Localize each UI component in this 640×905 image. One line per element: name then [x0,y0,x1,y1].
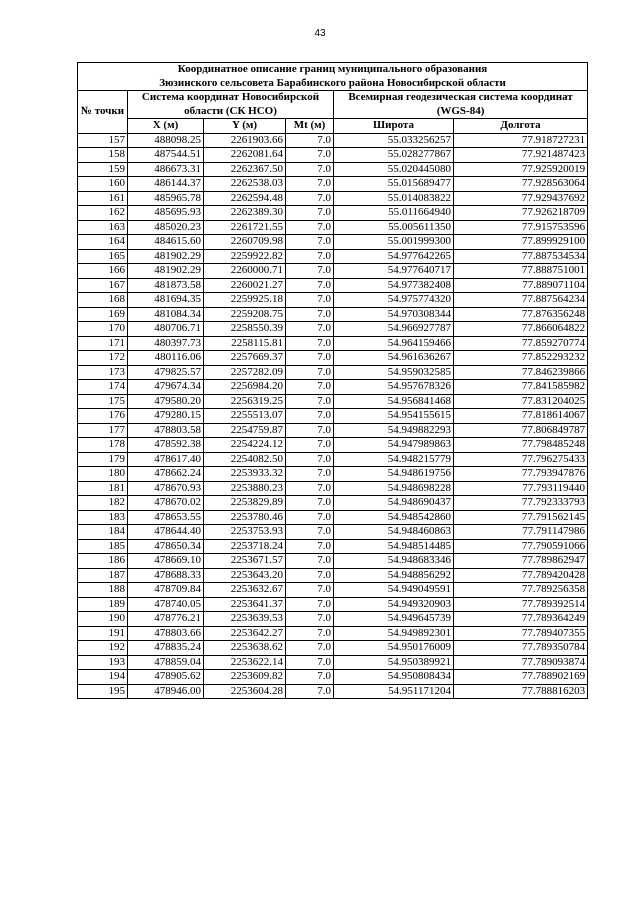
mt-cell: 7.0 [286,206,334,221]
header-longitude: Долгота [454,119,588,134]
mt-cell: 7.0 [286,264,334,279]
table-row [78,293,588,308]
table-row [78,568,588,583]
table-row [78,583,588,598]
longitude-cell: 77.921487423 [454,148,588,163]
point-number-cell: 172 [78,351,128,366]
x-cell: 484615.60 [128,235,204,250]
table-row [78,235,588,250]
mt-cell: 7.0 [286,525,334,540]
longitude-cell: 77.806849787 [454,423,588,438]
point-number-cell: 183 [78,510,128,525]
x-cell: 478688.33 [128,568,204,583]
latitude-cell: 55.001999300 [334,235,454,250]
table-row [78,336,588,351]
longitude-cell: 77.789350784 [454,641,588,656]
latitude-cell: 54.949645739 [334,612,454,627]
longitude-cell: 77.789256358 [454,583,588,598]
table-row [78,612,588,627]
x-cell: 481902.29 [128,249,204,264]
x-cell: 478905.62 [128,670,204,685]
mt-cell: 7.0 [286,293,334,308]
mt-cell: 7.0 [286,423,334,438]
latitude-cell: 54.977382408 [334,278,454,293]
x-cell: 478803.66 [128,626,204,641]
y-cell: 2253643.20 [204,568,286,583]
table-row [78,597,588,612]
longitude-cell: 77.876356248 [454,307,588,322]
table-row [78,365,588,380]
mt-cell: 7.0 [286,148,334,163]
point-number-cell: 192 [78,641,128,656]
mt-cell: 7.0 [286,684,334,699]
longitude-cell: 77.831204025 [454,394,588,409]
mt-cell: 7.0 [286,438,334,453]
table-row [78,278,588,293]
y-cell: 2258550.39 [204,322,286,337]
x-cell: 480706.71 [128,322,204,337]
mt-cell: 7.0 [286,191,334,206]
latitude-cell: 54.950389921 [334,655,454,670]
longitude-cell: 77.899929100 [454,235,588,250]
table-row [78,264,588,279]
y-cell: 2259208.75 [204,307,286,322]
point-number-cell: 163 [78,220,128,235]
point-number-cell: 180 [78,467,128,482]
longitude-cell: 77.859270774 [454,336,588,351]
title-line-1: Координатное описание границ муниципального образования [177,63,488,75]
point-number-cell: 189 [78,597,128,612]
table-row [78,539,588,554]
y-cell: 2254224.12 [204,438,286,453]
y-cell: 2253718.24 [204,539,286,554]
point-number-cell: 194 [78,670,128,685]
table-row [78,249,588,264]
point-number-cell: 178 [78,438,128,453]
point-number-cell: 157 [78,133,128,148]
x-cell: 479280.15 [128,409,204,424]
header-y: Y (м) [204,119,286,134]
point-number-cell: 188 [78,583,128,598]
longitude-cell: 77.789407355 [454,626,588,641]
longitude-cell: 77.788816203 [454,684,588,699]
mt-cell: 7.0 [286,670,334,685]
table-row [78,409,588,424]
longitude-cell: 77.792333793 [454,496,588,511]
table-row [78,626,588,641]
point-number-cell: 185 [78,539,128,554]
y-cell: 2256984.20 [204,380,286,395]
x-cell: 478617.40 [128,452,204,467]
mt-cell: 7.0 [286,322,334,337]
mt-cell: 7.0 [286,351,334,366]
mt-cell: 7.0 [286,409,334,424]
mt-cell: 7.0 [286,568,334,583]
longitude-cell: 77.789093874 [454,655,588,670]
x-cell: 481694.35 [128,293,204,308]
y-cell: 2262389.30 [204,206,286,221]
y-cell: 2260709.98 [204,235,286,250]
point-number-cell: 176 [78,409,128,424]
y-cell: 2253641.37 [204,597,286,612]
y-cell: 2254082.50 [204,452,286,467]
longitude-cell: 77.818614067 [454,409,588,424]
longitude-cell: 77.789392514 [454,597,588,612]
table-row [78,684,588,699]
x-cell: 478644.40 [128,525,204,540]
longitude-cell: 77.798485248 [454,438,588,453]
x-cell: 478709.84 [128,583,204,598]
latitude-cell: 54.948690437 [334,496,454,511]
mt-cell: 7.0 [286,220,334,235]
latitude-cell: 54.947989863 [334,438,454,453]
x-cell: 478592.38 [128,438,204,453]
point-number-cell: 168 [78,293,128,308]
latitude-cell: 55.033256257 [334,133,454,148]
x-cell: 478670.02 [128,496,204,511]
x-cell: 488098.25 [128,133,204,148]
table-row [78,394,588,409]
title-line-2: Зюзинского сельсовета Барабинского района Новосибирской области [159,76,506,89]
latitude-cell: 54.949049591 [334,583,454,598]
table-row [78,452,588,467]
point-number-cell: 164 [78,235,128,250]
header-x: X (м) [128,119,204,134]
x-cell: 478946.00 [128,684,204,699]
mt-cell: 7.0 [286,626,334,641]
longitude-cell: 77.918727231 [454,133,588,148]
table-row [78,510,588,525]
y-cell: 2261721.55 [204,220,286,235]
latitude-cell: 54.948619756 [334,467,454,482]
header-point-number: № точки [78,91,128,134]
longitude-cell: 77.793119440 [454,481,588,496]
y-cell: 2260021.27 [204,278,286,293]
point-number-cell: 174 [78,380,128,395]
x-cell: 478653.55 [128,510,204,525]
longitude-cell: 77.929437692 [454,191,588,206]
table-row [78,148,588,163]
table-row [78,496,588,511]
x-cell: 478669.10 [128,554,204,569]
point-number-cell: 160 [78,177,128,192]
point-number-cell: 169 [78,307,128,322]
table-row [78,554,588,569]
longitude-cell: 77.790591066 [454,539,588,554]
mt-cell: 7.0 [286,539,334,554]
mt-cell: 7.0 [286,162,334,177]
y-cell: 2256319.25 [204,394,286,409]
point-number-cell: 182 [78,496,128,511]
mt-cell: 7.0 [286,554,334,569]
latitude-cell: 54.975774320 [334,293,454,308]
longitude-cell: 77.793947876 [454,467,588,482]
point-number-cell: 184 [78,525,128,540]
latitude-cell: 55.005611350 [334,220,454,235]
latitude-cell: 54.949882293 [334,423,454,438]
table-row [78,655,588,670]
mt-cell: 7.0 [286,452,334,467]
longitude-cell: 77.926218709 [454,206,588,221]
longitude-cell: 77.915753596 [454,220,588,235]
mt-cell: 7.0 [286,249,334,264]
table-row [78,380,588,395]
x-cell: 479580.20 [128,394,204,409]
y-cell: 2253622.14 [204,655,286,670]
y-cell: 2262367.50 [204,162,286,177]
point-number-cell: 175 [78,394,128,409]
point-number-cell: 181 [78,481,128,496]
x-cell: 479674.34 [128,380,204,395]
latitude-cell: 54.954155615 [334,409,454,424]
mt-cell: 7.0 [286,336,334,351]
mt-cell: 7.0 [286,307,334,322]
x-cell: 478776.21 [128,612,204,627]
latitude-cell: 54.948542860 [334,510,454,525]
latitude-cell: 55.014083822 [334,191,454,206]
latitude-cell: 55.028277867 [334,148,454,163]
table-row [78,438,588,453]
longitude-cell: 77.925920019 [454,162,588,177]
mt-cell: 7.0 [286,467,334,482]
point-number-cell: 167 [78,278,128,293]
mt-cell: 7.0 [286,380,334,395]
point-number-cell: 187 [78,568,128,583]
latitude-cell: 54.959032585 [334,365,454,380]
mt-cell: 7.0 [286,133,334,148]
mt-cell: 7.0 [286,597,334,612]
x-cell: 481873.58 [128,278,204,293]
point-number-cell: 190 [78,612,128,627]
x-cell: 479825.57 [128,365,204,380]
longitude-cell: 77.789862947 [454,554,588,569]
latitude-cell: 54.949320903 [334,597,454,612]
latitude-cell: 54.964159466 [334,336,454,351]
mt-cell: 7.0 [286,612,334,627]
latitude-cell: 54.948215779 [334,452,454,467]
longitude-cell: 77.789420428 [454,568,588,583]
table-row [78,423,588,438]
y-cell: 2253642.27 [204,626,286,641]
x-cell: 478859.04 [128,655,204,670]
table-row [78,525,588,540]
longitude-cell: 77.796275433 [454,452,588,467]
mt-cell: 7.0 [286,496,334,511]
x-cell: 478662.24 [128,467,204,482]
page-number: 43 [314,28,326,39]
y-cell: 2253780.46 [204,510,286,525]
header-local-system: Система координат Новосибирской области (СК НСО) [128,91,334,119]
y-cell: 2255513.07 [204,409,286,424]
header-wgs84-system: Всемирная геодезическая система координат (WGS-84) [334,91,588,119]
y-cell: 2260000.71 [204,264,286,279]
x-cell: 485965.78 [128,191,204,206]
mt-cell: 7.0 [286,583,334,598]
longitude-cell: 77.852293232 [454,351,588,366]
latitude-cell: 54.948698228 [334,481,454,496]
latitude-cell: 54.977642265 [334,249,454,264]
y-cell: 2253671.57 [204,554,286,569]
y-cell: 2253609.82 [204,670,286,685]
longitude-cell: 77.888751001 [454,264,588,279]
point-number-cell: 173 [78,365,128,380]
x-cell: 480116.06 [128,351,204,366]
x-cell: 486673.31 [128,162,204,177]
point-number-cell: 165 [78,249,128,264]
point-number-cell: 177 [78,423,128,438]
coordinate-table [77,62,588,699]
latitude-cell: 55.020445080 [334,162,454,177]
longitude-cell: 77.887534534 [454,249,588,264]
mt-cell: 7.0 [286,394,334,409]
latitude-cell: 55.015689477 [334,177,454,192]
point-number-cell: 191 [78,626,128,641]
point-number-cell: 161 [78,191,128,206]
table-row [78,177,588,192]
table-row [78,641,588,656]
y-cell: 2254759.87 [204,423,286,438]
x-cell: 478670.93 [128,481,204,496]
mt-cell: 7.0 [286,177,334,192]
x-cell: 481084.34 [128,307,204,322]
mt-cell: 7.0 [286,510,334,525]
table-row [78,322,588,337]
latitude-cell: 54.950176009 [334,641,454,656]
table-title [78,63,588,91]
longitude-cell: 77.841585982 [454,380,588,395]
latitude-cell: 54.977640717 [334,264,454,279]
table-row [78,307,588,322]
y-cell: 2259925.18 [204,293,286,308]
y-cell: 2261903.66 [204,133,286,148]
latitude-cell: 54.957678326 [334,380,454,395]
y-cell: 2259922.82 [204,249,286,264]
table-row [78,670,588,685]
longitude-cell: 77.846239866 [454,365,588,380]
y-cell: 2253638.62 [204,641,286,656]
x-cell: 480397.73 [128,336,204,351]
header-latitude: Широта [334,119,454,134]
x-cell: 478740.05 [128,597,204,612]
longitude-cell: 77.788902169 [454,670,588,685]
y-cell: 2253632.67 [204,583,286,598]
y-cell: 2262538.03 [204,177,286,192]
y-cell: 2253829.89 [204,496,286,511]
latitude-cell: 54.948514485 [334,539,454,554]
latitude-cell: 54.948856292 [334,568,454,583]
x-cell: 478835.24 [128,641,204,656]
table-row [78,351,588,366]
point-number-cell: 166 [78,264,128,279]
header-mt: Mt (м) [286,119,334,134]
longitude-cell: 77.791562145 [454,510,588,525]
y-cell: 2258115.81 [204,336,286,351]
y-cell: 2253604.28 [204,684,286,699]
y-cell: 2262594.48 [204,191,286,206]
y-cell: 2253880.23 [204,481,286,496]
latitude-cell: 54.950808434 [334,670,454,685]
table-row [78,220,588,235]
latitude-cell: 54.949892301 [334,626,454,641]
point-number-cell: 179 [78,452,128,467]
table-row [78,162,588,177]
mt-cell: 7.0 [286,278,334,293]
latitude-cell: 54.966927787 [334,322,454,337]
latitude-cell: 54.948460863 [334,525,454,540]
latitude-cell: 54.951171204 [334,684,454,699]
mt-cell: 7.0 [286,641,334,656]
x-cell: 478650.34 [128,539,204,554]
x-cell: 487544.51 [128,148,204,163]
longitude-cell: 77.866064822 [454,322,588,337]
table-row [78,191,588,206]
latitude-cell: 54.956841468 [334,394,454,409]
longitude-cell: 77.928563064 [454,177,588,192]
latitude-cell: 55.011664940 [334,206,454,221]
point-number-cell: 195 [78,684,128,699]
x-cell: 485695.93 [128,206,204,221]
table-row [78,467,588,482]
point-number-cell: 170 [78,322,128,337]
mt-cell: 7.0 [286,655,334,670]
y-cell: 2253639.53 [204,612,286,627]
mt-cell: 7.0 [286,235,334,250]
point-number-cell: 162 [78,206,128,221]
point-number-cell: 158 [78,148,128,163]
latitude-cell: 54.961636267 [334,351,454,366]
y-cell: 2257282.09 [204,365,286,380]
longitude-cell: 77.889071104 [454,278,588,293]
y-cell: 2253753.93 [204,525,286,540]
mt-cell: 7.0 [286,365,334,380]
point-number-cell: 171 [78,336,128,351]
x-cell: 481902.29 [128,264,204,279]
table-row [78,206,588,221]
mt-cell: 7.0 [286,481,334,496]
table-row [78,133,588,148]
longitude-cell: 77.887564234 [454,293,588,308]
longitude-cell: 77.789364249 [454,612,588,627]
x-cell: 478803.58 [128,423,204,438]
table-row [78,481,588,496]
longitude-cell: 77.791147986 [454,525,588,540]
y-cell: 2262081.64 [204,148,286,163]
point-number-cell: 159 [78,162,128,177]
y-cell: 2253933.32 [204,467,286,482]
latitude-cell: 54.948683346 [334,554,454,569]
latitude-cell: 54.970308344 [334,307,454,322]
point-number-cell: 193 [78,655,128,670]
y-cell: 2257669.37 [204,351,286,366]
x-cell: 485020.23 [128,220,204,235]
x-cell: 486144.37 [128,177,204,192]
point-number-cell: 186 [78,554,128,569]
